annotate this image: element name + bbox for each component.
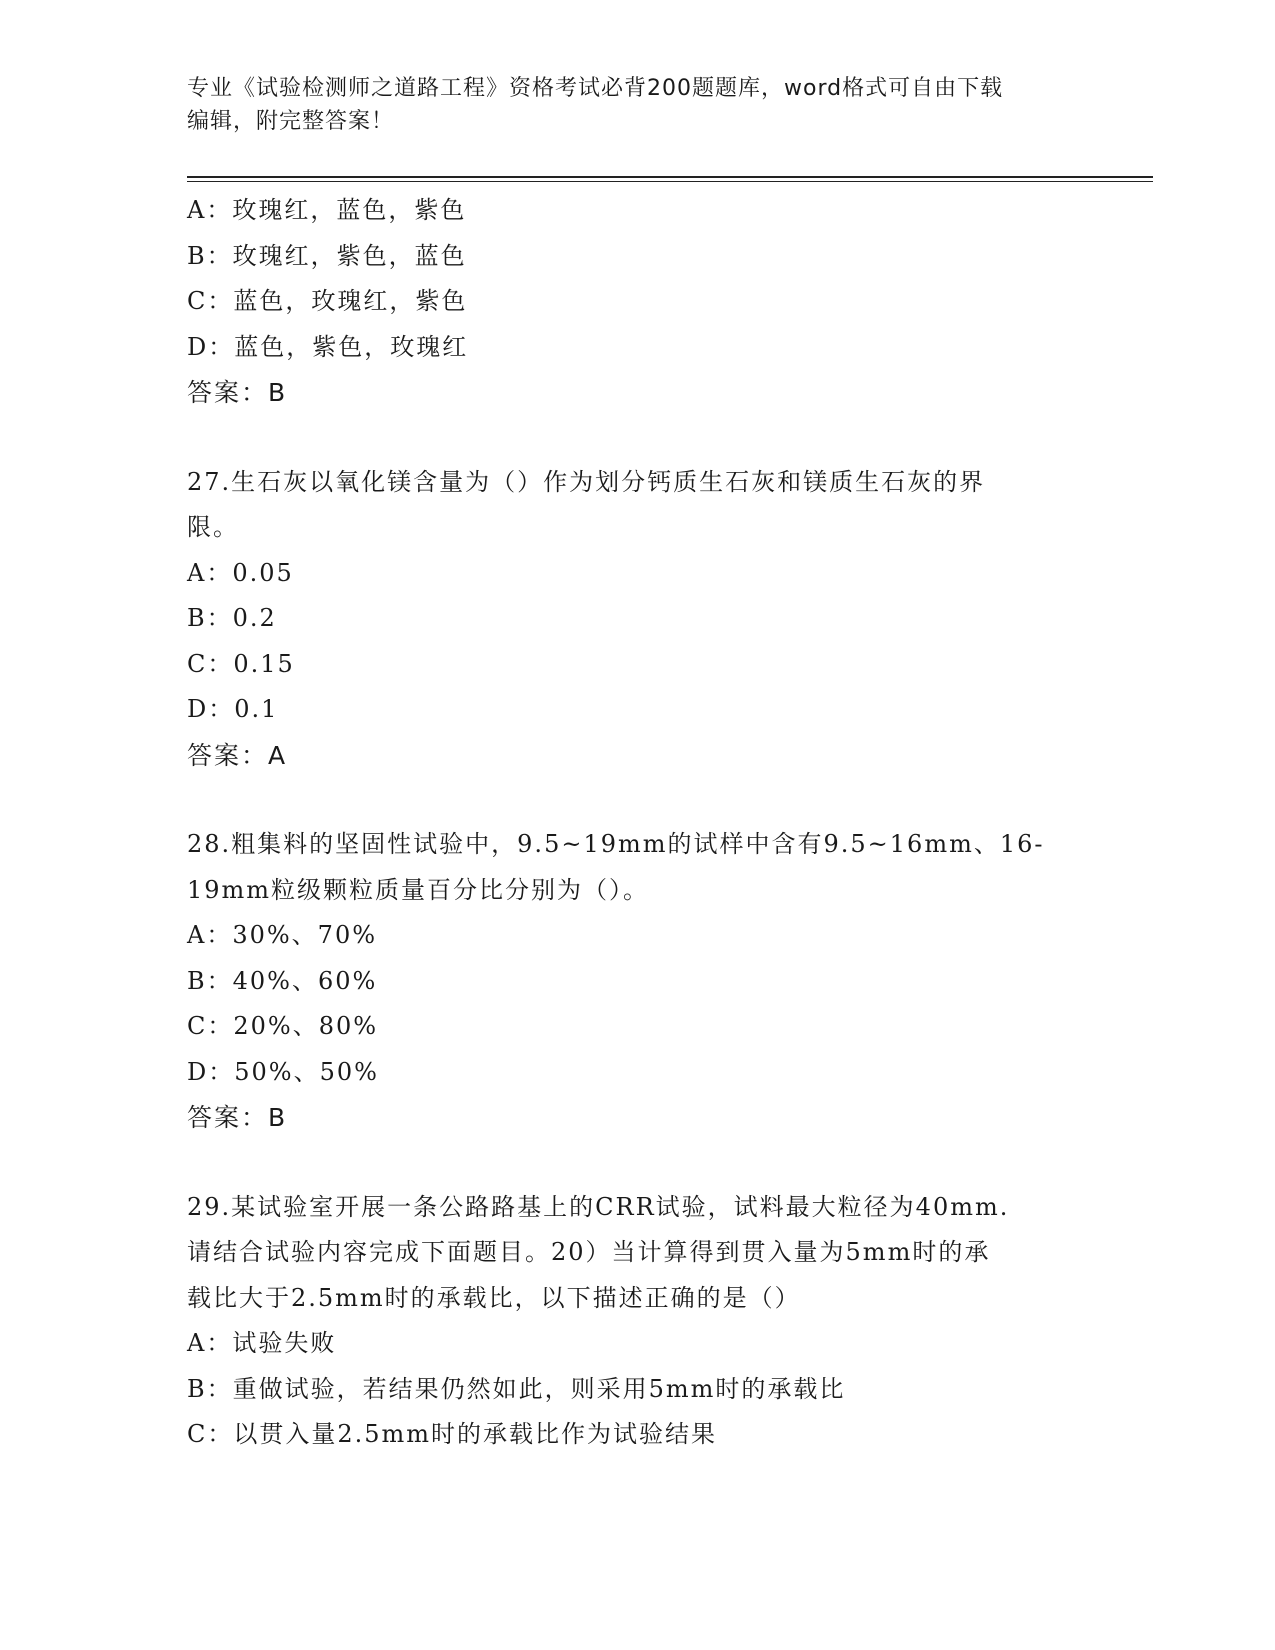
document-header: [187, 72, 1067, 138]
question-block-26: [187, 188, 1087, 416]
question-stem-cont: 19mm粒级颗粒质量百分比分别为（）。: [187, 875, 650, 904]
question-stem-cont: 限。: [187, 513, 239, 541]
option-a: A：玫瑰红，蓝色，紫色: [187, 196, 467, 224]
option-b: B：40%、60%: [187, 966, 378, 995]
option-a: A：30%、70%: [187, 921, 378, 949]
question-stem-cont: 请结合试验内容完成下面题目。20）当计算得到贯入量为5mm时的承: [187, 1238, 991, 1266]
option-b: B：玫瑰红，紫色，蓝色: [187, 241, 467, 270]
header-divider-thin: [187, 181, 1153, 182]
question-stem: 28.粗集料的坚固性试验中，9.5~19mm的试样中含有9.5~16mm、16-: [187, 830, 1045, 858]
option-d: D：蓝色，紫色，玫瑰红: [187, 332, 469, 361]
option-d: D：0.1: [187, 695, 279, 723]
block-gap: [187, 1141, 1087, 1185]
answer-line: 答案：B: [187, 1103, 288, 1132]
answer-line: 答案：B: [187, 378, 288, 407]
question-block-29: [187, 1185, 1087, 1458]
block-gap: [187, 778, 1087, 822]
question-stem: 29.某试验室开展一条公路路基上的CRR试验，试料最大粒径为40mm.: [187, 1192, 1010, 1221]
question-stem-cont-2: 载比大于2.5mm时的承载比，以下描述正确的是（）: [187, 1283, 801, 1312]
header-divider-thick: [187, 176, 1153, 178]
answer-line: 答案：A: [187, 740, 288, 770]
option-a: A：试验失败: [187, 1329, 337, 1357]
question-stem: 27.生石灰以氧化镁含量为（）作为划分钙质生石灰和镁质生石灰的界: [187, 467, 986, 496]
option-d: D：50%、50%: [187, 1057, 379, 1086]
header-line-1: 专业《试验检测师之道路工程》资格考试必背200题题库，word格式可自由下载: [187, 76, 1004, 101]
header-line-2: 编辑，附完整答案！: [187, 109, 395, 134]
option-c: C：以贯入量2.5mm时的承载比作为试验结果: [187, 1420, 718, 1448]
option-b: B：0.2: [187, 604, 277, 632]
option-b: B：重做试验，若结果仍然如此，则采用5mm时的承载比: [187, 1374, 846, 1403]
question-block-28: [187, 822, 1087, 1141]
block-gap: [187, 416, 1087, 460]
question-block-27: [187, 460, 1087, 779]
option-c: C：蓝色，玫瑰红，紫色: [187, 287, 468, 315]
question-list: [187, 188, 1087, 1458]
option-c: C：0.15: [187, 649, 295, 678]
option-a: A：0.05: [187, 558, 294, 587]
option-c: C：20%、80%: [187, 1012, 379, 1040]
